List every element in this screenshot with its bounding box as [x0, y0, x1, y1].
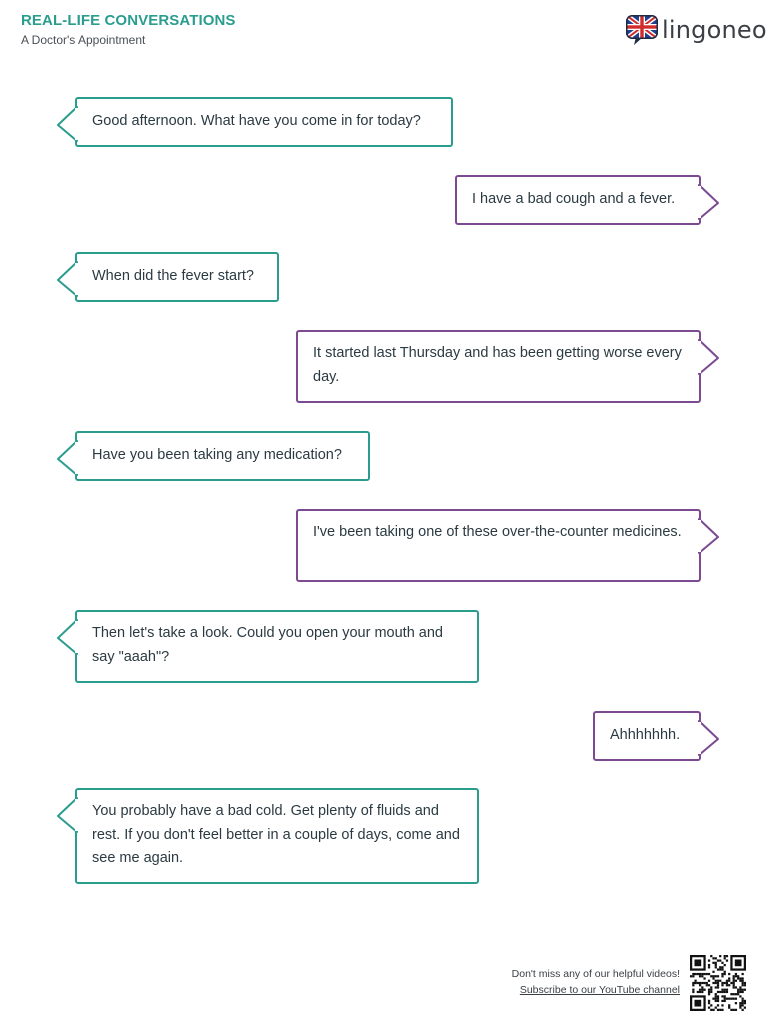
message-text: I've been taking one of these over-the-counter medicines.	[313, 524, 682, 540]
doctor-message-bubble	[75, 97, 453, 147]
patient-message-bubble	[296, 509, 701, 582]
speech-tail-icon	[58, 441, 76, 475]
doctor-message-bubble	[75, 788, 479, 884]
speech-tail-icon	[58, 620, 76, 654]
patient-message-bubble	[593, 711, 701, 761]
doctor-message-bubble	[75, 252, 279, 302]
message-text: Good afternoon. What have you come in for today?	[92, 113, 421, 130]
speech-tail-icon	[58, 262, 76, 296]
brand-logo[interactable]	[626, 13, 767, 47]
message-text: Ahhhhhhh.	[610, 727, 681, 744]
speech-tail-icon	[58, 798, 76, 832]
page-subtitle: A Doctor's Appointment	[21, 33, 146, 47]
doctor-message-bubble	[75, 610, 479, 683]
speech-tail-icon	[700, 185, 718, 219]
speech-tail-icon	[58, 107, 76, 141]
message-text: It started last Thursday and has been getting worse every day.	[313, 345, 682, 385]
message-text: When did the fever start?	[92, 268, 254, 285]
message-text: You probably have a bad cold. Get plenty of fluids and rest. If you don't feel better in a couple of days, come and see me again.	[92, 803, 460, 866]
brand-name: lingoneo	[662, 16, 767, 44]
speech-tail-icon	[700, 340, 718, 374]
message-text: Have you been taking any medication?	[92, 447, 342, 464]
message-text: Then let's take a look. Could you open your mouth and say "aaah"?	[92, 625, 443, 665]
qr-code-icon[interactable]	[690, 955, 746, 1011]
speech-tail-icon	[700, 519, 718, 553]
patient-message-bubble	[455, 175, 701, 225]
message-text: I have a bad cough and a fever.	[472, 191, 676, 208]
footer-promo-text: Don't miss any of our helpful videos!	[511, 968, 680, 980]
uk-flag-icon	[626, 15, 658, 45]
speech-tail-icon	[700, 721, 718, 755]
doctor-message-bubble	[75, 431, 370, 481]
youtube-subscribe-link[interactable]: Subscribe to our YouTube channel	[519, 984, 680, 996]
patient-message-bubble	[296, 330, 701, 403]
page-title: REAL-LIFE CONVERSATIONS	[21, 12, 236, 29]
